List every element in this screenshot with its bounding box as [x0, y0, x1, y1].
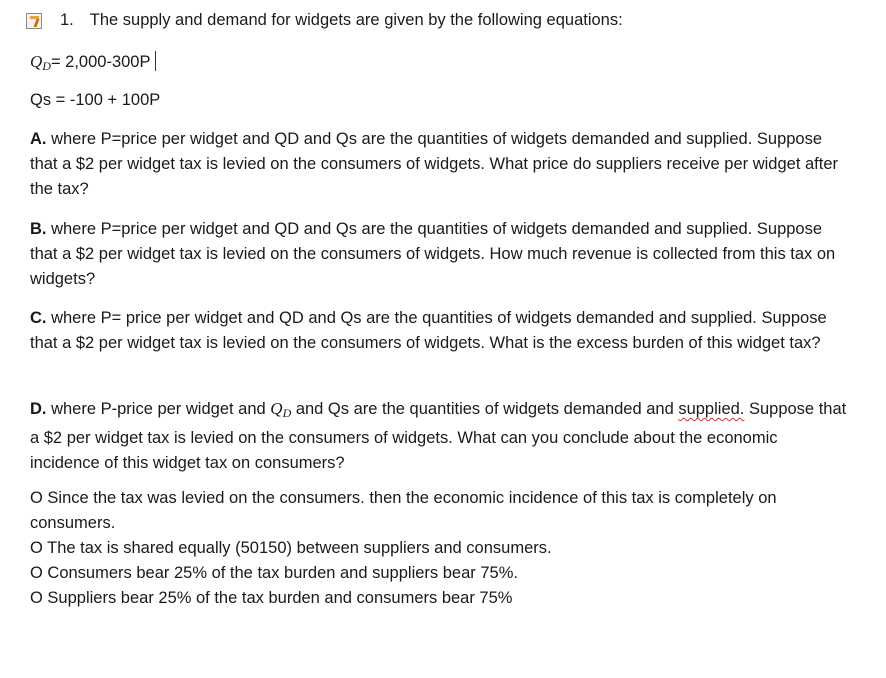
part-c-text: where P= price per widget and QD and Qs are the quantities of widgets demanded and supplied. Suppose that a $2 per widget tax is levied on the consumers of widgets. What is the excess burden of this widget tax? — [30, 309, 827, 352]
part-a-label: A. — [30, 130, 47, 148]
part-d-post: Suppose that a $2 per widget tax is levied on the consumers of widgets. What can you conclude about the economic incidence of this widget tax on consumers? — [30, 400, 847, 472]
part-a-text: where P=price per widget and QD and Qs are the quantities of widgets demanded and supplied. Suppose that a $2 per widget tax is levied on the consumers of widgets. What price do suppliers receive per widget after the tax? — [30, 130, 839, 198]
part-d-label: D. — [30, 400, 47, 418]
edit-icon[interactable] — [26, 13, 42, 29]
part-c — [30, 306, 850, 356]
part-c-label: C. — [30, 309, 47, 327]
question-number: 1. — [60, 11, 74, 29]
answer-option-3[interactable]: O Consumers bear 25% of the tax burden and suppliers bear 75%. — [30, 564, 518, 582]
text-cursor — [155, 51, 156, 71]
part-d — [30, 396, 850, 476]
part-b — [30, 217, 850, 292]
question-header — [26, 11, 623, 30]
question-title: The supply and demand for widgets are given by the following equations: — [89, 11, 623, 29]
spelling-flag-word[interactable]: supplied. — [678, 400, 745, 418]
part-d-pre: where P-price per widget and — [46, 400, 271, 418]
supply-equation: Qs = -100 + 100P — [30, 91, 161, 109]
part-d-q-symbol: Q — [270, 399, 283, 418]
answer-option-4[interactable]: O Suppliers bear 25% of the tax burden and consumers bear 75% — [30, 589, 513, 607]
demand-equation — [30, 51, 156, 74]
demand-expression: = 2,000-300P — [50, 53, 151, 71]
demand-symbol: Q — [30, 52, 43, 71]
part-b-label: B. — [30, 220, 47, 238]
part-a — [30, 127, 850, 202]
pen-body-shape — [34, 19, 40, 27]
answer-option-1[interactable]: O Since the tax was levied on the consumers. then the economic incidence of this tax is completely on consumers. — [30, 489, 777, 532]
demand-subscript: D — [42, 59, 51, 73]
answer-option-2[interactable]: O The tax is shared equally (50150) between suppliers and consumers. — [30, 539, 552, 557]
part-d-mid: and Qs are the quantities of widgets demanded and — [291, 400, 679, 418]
part-d-q-subscript: D — [282, 406, 292, 420]
part-b-text: where P=price per widget and QD and Qs are the quantities of widgets demanded and supplied. Suppose that a $2 per widget tax is levied on the consumers of widgets. How much revenue is collected from this tax on widgets? — [30, 220, 836, 288]
